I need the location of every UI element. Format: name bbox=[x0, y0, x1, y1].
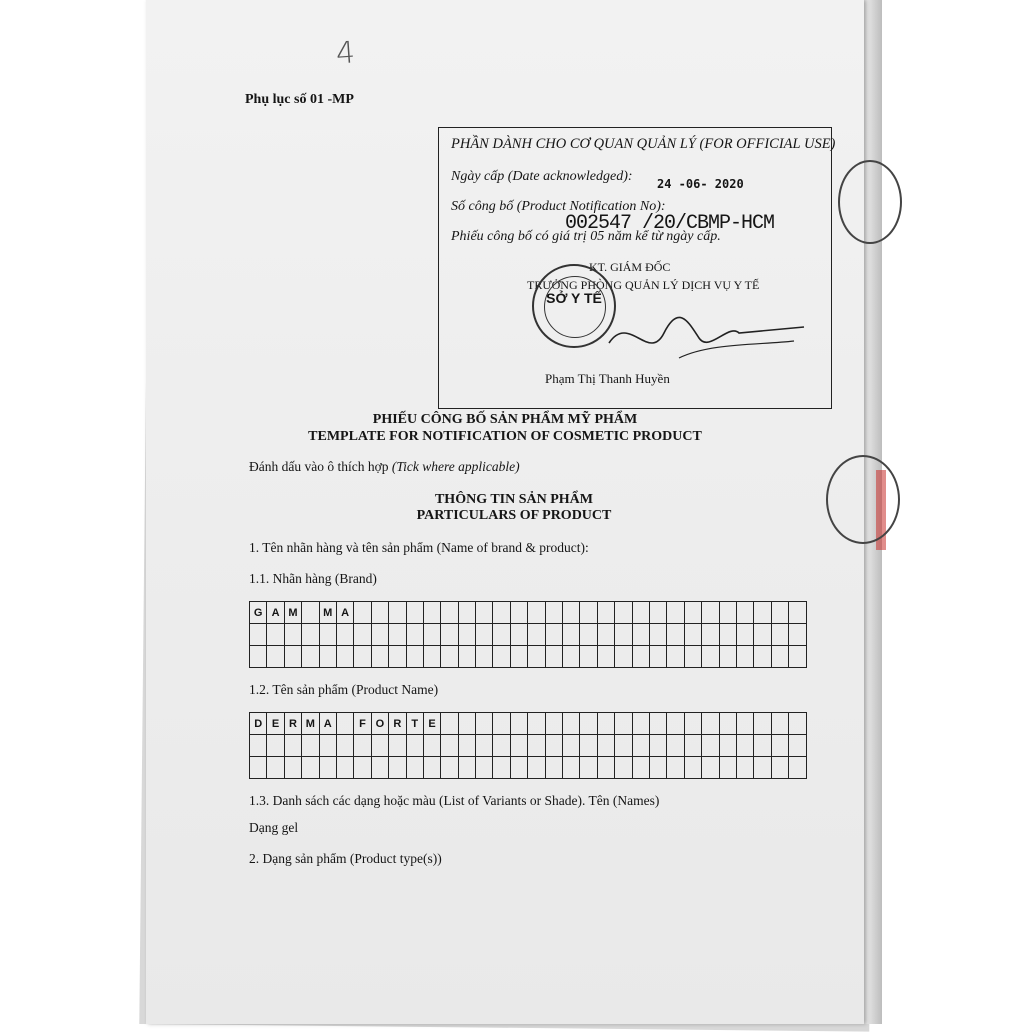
grid-cell bbox=[736, 713, 753, 735]
grid-cell bbox=[684, 713, 701, 735]
tick-instruction-vn: Đánh dấu vào ô thích hợp bbox=[249, 459, 392, 474]
grid-cell bbox=[649, 757, 666, 779]
grid-cell bbox=[597, 757, 614, 779]
grid-cell bbox=[615, 735, 632, 757]
grid-cell bbox=[336, 713, 353, 735]
grid-cell: A bbox=[319, 713, 336, 735]
grid-cell bbox=[476, 646, 493, 668]
grid-cell bbox=[493, 713, 510, 735]
grid-cell bbox=[528, 735, 545, 757]
grid-cell bbox=[510, 646, 527, 668]
grid-cell bbox=[476, 757, 493, 779]
grid-cell bbox=[354, 602, 371, 624]
grid-cell bbox=[684, 602, 701, 624]
grid-cell bbox=[545, 646, 562, 668]
grid-cell bbox=[371, 735, 388, 757]
date-acknowledged-label: Ngày cấp (Date acknowledged): bbox=[451, 169, 633, 184]
item-variants: 1.3. Danh sách các dạng hoặc màu (List of Variants or Shade). Tên (Names) bbox=[249, 793, 660, 808]
grid-cell bbox=[319, 735, 336, 757]
grid-cell bbox=[597, 624, 614, 646]
grid-row bbox=[250, 624, 807, 646]
grid-cell bbox=[389, 735, 406, 757]
grid-cell: M bbox=[302, 713, 319, 735]
grid-cell bbox=[354, 757, 371, 779]
grid-cell bbox=[771, 757, 788, 779]
grid-cell bbox=[354, 735, 371, 757]
grid-cell bbox=[597, 602, 614, 624]
grid-cell bbox=[284, 646, 301, 668]
grid-cell bbox=[615, 624, 632, 646]
grid-cell bbox=[250, 646, 267, 668]
grid-cell bbox=[580, 713, 597, 735]
grid-cell bbox=[649, 602, 666, 624]
grid-cell bbox=[406, 735, 423, 757]
grid-cell bbox=[719, 757, 736, 779]
grid-cell bbox=[510, 602, 527, 624]
grid-cell bbox=[754, 713, 771, 735]
grid-cell bbox=[371, 624, 388, 646]
director-title: KT. GIÁM ĐỐC bbox=[589, 260, 671, 274]
official-use-title: PHẦN DÀNH CHO CƠ QUAN QUẢN LÝ (FOR OFFICIAL USE) bbox=[451, 136, 836, 152]
form-title-vn: PHIẾU CÔNG BỐ SẢN PHẨM MỸ PHẨM bbox=[372, 412, 638, 427]
grid-row bbox=[250, 757, 807, 779]
grid-cell bbox=[615, 713, 632, 735]
grid-cell bbox=[319, 646, 336, 668]
item-product-type: 2. Dạng sản phẩm (Product type(s)) bbox=[249, 851, 442, 866]
grid-cell bbox=[510, 713, 527, 735]
grid-cell bbox=[545, 602, 562, 624]
grid-cell bbox=[441, 713, 458, 735]
grid-cell bbox=[597, 735, 614, 757]
product-name-character-grid bbox=[249, 712, 807, 779]
grid-cell bbox=[284, 757, 301, 779]
grid-cell bbox=[406, 757, 423, 779]
grid-cell bbox=[493, 735, 510, 757]
grid-cell bbox=[771, 713, 788, 735]
grid-cell bbox=[545, 757, 562, 779]
grid-cell bbox=[563, 713, 580, 735]
grid-cell: O bbox=[371, 713, 388, 735]
grid-cell bbox=[545, 624, 562, 646]
grid-cell bbox=[458, 646, 475, 668]
grid-cell bbox=[789, 735, 806, 757]
grid-cell bbox=[789, 602, 806, 624]
validity-statement: Phiếu công bố có giá trị 05 năm kể từ ngày cấp. bbox=[451, 229, 721, 244]
grid-cell bbox=[719, 713, 736, 735]
grid-cell bbox=[528, 602, 545, 624]
grid-cell bbox=[615, 757, 632, 779]
grid-cell bbox=[423, 757, 440, 779]
grid-cell bbox=[632, 713, 649, 735]
grid-row bbox=[250, 735, 807, 757]
grid-cell bbox=[441, 735, 458, 757]
grid-cell bbox=[597, 646, 614, 668]
grid-cell bbox=[267, 624, 284, 646]
grid-cell bbox=[493, 624, 510, 646]
grid-cell bbox=[476, 713, 493, 735]
grid-cell bbox=[510, 757, 527, 779]
grid-cell bbox=[580, 602, 597, 624]
seal-text: SỞ Y TẾ bbox=[546, 290, 602, 306]
grid-cell bbox=[789, 713, 806, 735]
grid-cell bbox=[510, 735, 527, 757]
grid-cell bbox=[267, 735, 284, 757]
grid-cell bbox=[649, 713, 666, 735]
grid-cell bbox=[476, 735, 493, 757]
grid-cell bbox=[371, 757, 388, 779]
grid-cell bbox=[441, 602, 458, 624]
grid-cell bbox=[684, 757, 701, 779]
grid-cell bbox=[563, 624, 580, 646]
date-acknowledged-value: 24 -06- 2020 bbox=[657, 177, 744, 191]
grid-cell bbox=[423, 602, 440, 624]
grid-cell bbox=[580, 757, 597, 779]
grid-cell bbox=[702, 735, 719, 757]
grid-cell bbox=[545, 735, 562, 757]
grid-cell bbox=[736, 646, 753, 668]
grid-cell bbox=[597, 713, 614, 735]
grid-cell bbox=[302, 646, 319, 668]
grid-cell bbox=[284, 735, 301, 757]
grid-cell bbox=[563, 602, 580, 624]
grid-cell bbox=[319, 624, 336, 646]
grid-cell bbox=[771, 646, 788, 668]
grid-cell bbox=[528, 624, 545, 646]
grid-cell bbox=[267, 646, 284, 668]
grid-cell bbox=[632, 757, 649, 779]
grid-cell bbox=[441, 646, 458, 668]
tick-instruction bbox=[249, 459, 520, 475]
grid-cell bbox=[702, 757, 719, 779]
item-product-name: 1.2. Tên sản phẩm (Product Name) bbox=[249, 682, 439, 697]
grid-cell bbox=[754, 735, 771, 757]
grid-cell bbox=[302, 602, 319, 624]
grid-cell bbox=[336, 735, 353, 757]
grid-cell bbox=[684, 735, 701, 757]
grid-cell bbox=[389, 646, 406, 668]
grid-cell bbox=[371, 602, 388, 624]
seal-inner-ring bbox=[544, 276, 606, 338]
grid-cell bbox=[580, 646, 597, 668]
grid-cell bbox=[667, 735, 684, 757]
grid-cell bbox=[267, 757, 284, 779]
notification-number-label: Số công bố (Product Notification No): bbox=[451, 199, 666, 214]
grid-cell bbox=[336, 624, 353, 646]
grid-cell bbox=[771, 602, 788, 624]
grid-cell bbox=[580, 735, 597, 757]
grid-cell bbox=[389, 602, 406, 624]
document-page bbox=[146, 0, 864, 1024]
grid-row bbox=[250, 713, 807, 735]
grid-cell bbox=[684, 624, 701, 646]
grid-cell bbox=[754, 757, 771, 779]
signature-graphic bbox=[589, 303, 809, 373]
item-brand: 1.1. Nhãn hàng (Brand) bbox=[249, 571, 377, 586]
grid-cell bbox=[389, 624, 406, 646]
grid-cell bbox=[423, 735, 440, 757]
official-use-box bbox=[438, 127, 836, 409]
table-surface bbox=[0, 0, 148, 1024]
notification-number-value: 002547 /20/CBMP-HCM bbox=[565, 212, 775, 235]
grid-cell bbox=[319, 757, 336, 779]
grid-cell bbox=[406, 624, 423, 646]
variant-value: Dạng gel bbox=[249, 820, 299, 835]
grid-cell: A bbox=[336, 602, 353, 624]
grid-cell bbox=[649, 646, 666, 668]
grid-cell: D bbox=[250, 713, 267, 735]
grid-cell bbox=[458, 735, 475, 757]
grid-cell bbox=[702, 713, 719, 735]
grid-cell bbox=[302, 757, 319, 779]
grid-cell bbox=[667, 646, 684, 668]
grid-cell bbox=[719, 646, 736, 668]
grid-row bbox=[250, 602, 807, 624]
grid-cell bbox=[406, 602, 423, 624]
grid-cell bbox=[563, 757, 580, 779]
grid-cell bbox=[250, 735, 267, 757]
grid-cell bbox=[441, 757, 458, 779]
grid-cell bbox=[702, 624, 719, 646]
grid-cell bbox=[754, 624, 771, 646]
grid-cell bbox=[354, 646, 371, 668]
grid-cell bbox=[719, 735, 736, 757]
grid-cell bbox=[458, 602, 475, 624]
grid-cell bbox=[719, 624, 736, 646]
grid-cell bbox=[789, 646, 806, 668]
grid-cell bbox=[528, 757, 545, 779]
grid-cell bbox=[736, 602, 753, 624]
grid-cell bbox=[667, 713, 684, 735]
grid-cell bbox=[493, 757, 510, 779]
grid-cell bbox=[632, 624, 649, 646]
grid-cell bbox=[302, 624, 319, 646]
form-title-en: TEMPLATE FOR NOTIFICATION OF COSMETIC PRODUCT bbox=[308, 429, 702, 444]
grid-cell bbox=[736, 624, 753, 646]
grid-cell bbox=[702, 646, 719, 668]
grid-cell bbox=[545, 713, 562, 735]
grid-cell: T bbox=[406, 713, 423, 735]
grid-cell bbox=[736, 735, 753, 757]
tick-instruction-en: (Tick where applicable) bbox=[391, 459, 520, 474]
grid-cell bbox=[423, 646, 440, 668]
grid-cell bbox=[423, 624, 440, 646]
grid-cell bbox=[667, 624, 684, 646]
grid-cell bbox=[458, 624, 475, 646]
handwritten-page-number: 4 bbox=[334, 35, 357, 72]
grid-cell: E bbox=[423, 713, 440, 735]
grid-cell bbox=[336, 646, 353, 668]
grid-cell bbox=[719, 602, 736, 624]
grid-cell bbox=[563, 735, 580, 757]
grid-cell bbox=[336, 757, 353, 779]
edge-seal-stamp bbox=[838, 160, 902, 244]
grid-cell bbox=[250, 624, 267, 646]
grid-cell bbox=[458, 757, 475, 779]
grid-cell bbox=[736, 757, 753, 779]
grid-cell bbox=[476, 624, 493, 646]
grid-cell: M bbox=[284, 602, 301, 624]
grid-cell bbox=[493, 646, 510, 668]
grid-cell bbox=[754, 602, 771, 624]
grid-cell: E bbox=[267, 713, 284, 735]
grid-cell bbox=[458, 713, 475, 735]
grid-cell bbox=[632, 735, 649, 757]
section-title-en: PARTICULARS OF PRODUCT bbox=[416, 508, 612, 523]
grid-row bbox=[250, 646, 807, 668]
grid-cell bbox=[528, 646, 545, 668]
grid-cell: F bbox=[354, 713, 371, 735]
grid-cell bbox=[406, 646, 423, 668]
grid-cell: A bbox=[267, 602, 284, 624]
grid-cell: R bbox=[389, 713, 406, 735]
grid-cell bbox=[667, 602, 684, 624]
grid-cell bbox=[754, 646, 771, 668]
grid-cell bbox=[302, 735, 319, 757]
grid-cell: G bbox=[250, 602, 267, 624]
grid-cell bbox=[615, 646, 632, 668]
grid-cell bbox=[649, 624, 666, 646]
department-title: TRƯỞNG PHÒNG QUẢN LÝ DỊCH VỤ Y TẾ bbox=[527, 278, 760, 292]
grid-cell bbox=[684, 646, 701, 668]
grid-cell bbox=[580, 624, 597, 646]
section-title-vn: THÔNG TIN SẢN PHẨM bbox=[434, 492, 594, 507]
grid-cell bbox=[632, 646, 649, 668]
appendix-label: Phụ lục số 01 -MP bbox=[245, 92, 354, 107]
grid-cell bbox=[771, 735, 788, 757]
grid-cell bbox=[510, 624, 527, 646]
grid-cell bbox=[389, 757, 406, 779]
grid-cell bbox=[789, 624, 806, 646]
grid-cell bbox=[615, 602, 632, 624]
grid-cell: R bbox=[284, 713, 301, 735]
grid-cell: M bbox=[319, 602, 336, 624]
grid-cell bbox=[649, 735, 666, 757]
grid-cell bbox=[632, 602, 649, 624]
grid-cell bbox=[702, 602, 719, 624]
brand-character-grid bbox=[249, 601, 807, 668]
grid-cell bbox=[789, 757, 806, 779]
signer-name: Phạm Thị Thanh Huyền bbox=[545, 371, 670, 386]
grid-cell bbox=[667, 757, 684, 779]
official-seal-stamp bbox=[532, 264, 616, 348]
grid-cell bbox=[250, 757, 267, 779]
grid-cell bbox=[371, 646, 388, 668]
grid-cell bbox=[563, 646, 580, 668]
grid-cell bbox=[771, 624, 788, 646]
item-brand-and-product: 1. Tên nhãn hàng và tên sản phẩm (Name of brand & product): bbox=[249, 540, 589, 555]
grid-cell bbox=[493, 602, 510, 624]
grid-cell bbox=[528, 713, 545, 735]
grid-cell bbox=[354, 624, 371, 646]
grid-cell bbox=[284, 624, 301, 646]
grid-cell bbox=[476, 602, 493, 624]
grid-cell bbox=[441, 624, 458, 646]
